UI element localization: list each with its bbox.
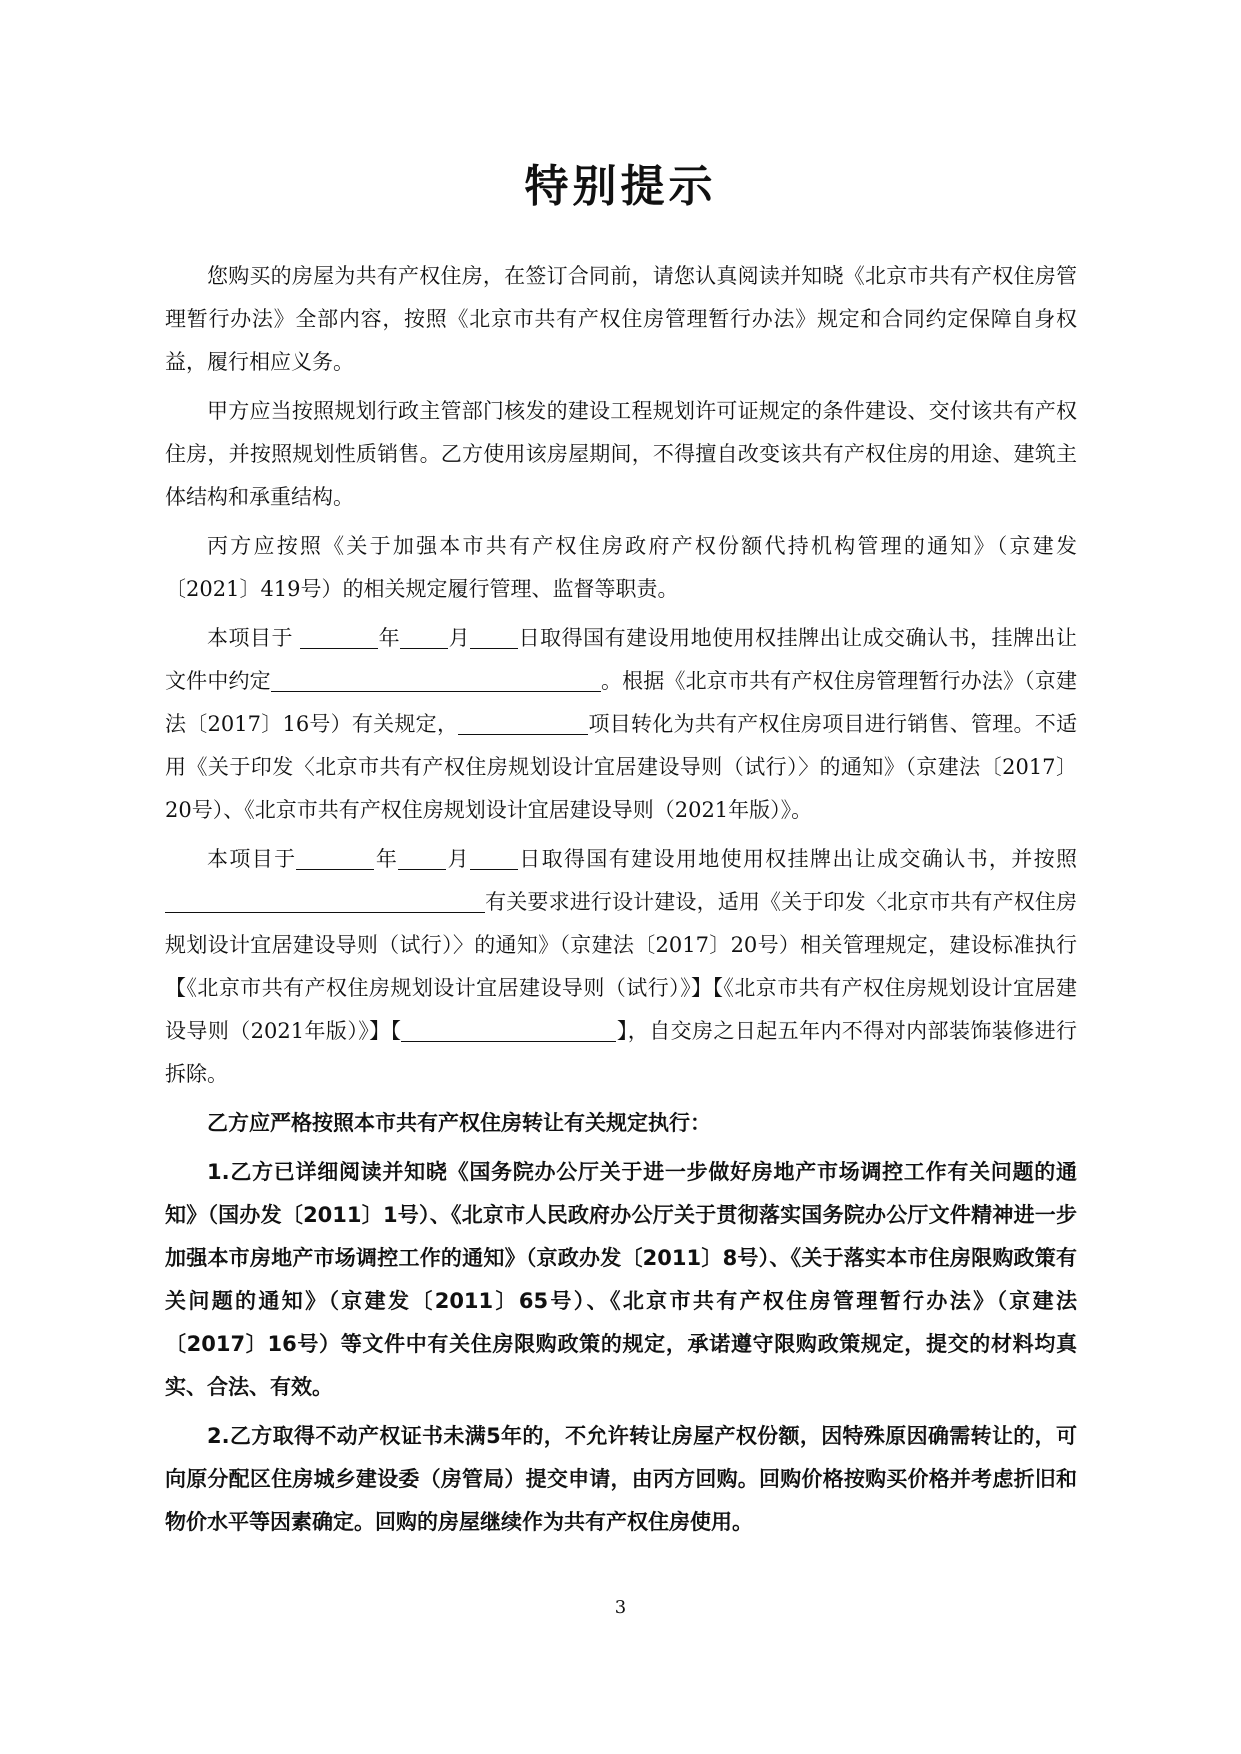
blank-month-field[interactable] <box>398 845 446 870</box>
text-segment: 】，自交房之日起五年内不得对内部装饰装修进行拆除。 <box>165 1019 1077 1086</box>
text-segment: 。根据《北京市共有产权住房管理暂行办法》（京建法〔2017〕16号）有关规定， <box>165 669 1078 736</box>
blank-day-field[interactable] <box>470 624 518 649</box>
text-segment: 项目转化为共有产权住房项目进行销售、管理。不适用《关于印发〈北京市共有产权住房规划设计宜居建设导则（试行）〉的通知》（京建法〔2017〕20号）、《北京市共有产权住房规划设计宜居建设导则（2021年版）》。 <box>165 712 1078 822</box>
blank-year-field[interactable] <box>300 624 378 649</box>
text-segment: 本项目于 <box>207 626 293 650</box>
text-segment: 有关要求进行设计建设，适用《关于印发〈北京市共有产权住房规划设计宜居建设导则（试行）〉的通知》（京建法〔2017〕20号）相关管理规定，建设标准执行【《北京市共有产权住房规划设计宜居建设导则（试行）》】【《北京市共有产权住房规划设计宜居建设导则（2021年版）》】【 <box>165 890 1077 1043</box>
page-title: 特别提示 <box>524 161 717 212</box>
blank-agreement-field[interactable] <box>271 667 601 692</box>
text-segment: 年 <box>374 847 399 871</box>
blank-standard-field[interactable] <box>401 1017 616 1042</box>
blank-requirements-field[interactable] <box>165 888 485 913</box>
blank-year-field[interactable] <box>296 845 374 870</box>
text-segment: 日取得国有建设用地使用权挂牌出让成交确认书，并按照 <box>517 847 1078 871</box>
blank-day-field[interactable] <box>470 845 518 870</box>
document-body <box>165 255 1077 1550</box>
paragraph-project-conversion <box>165 617 1077 832</box>
paragraph-rule-2: 2.乙方取得不动产权证书未满5年的，不允许转让房屋产权份额，因特殊原因确需转让的，可向原分配区住房城乡建设委（房管局）提交申请，由丙方回购。回购价格按购买价格并考虑折旧和物价水平等因素确定。回购的房屋继续作为共有产权住房使用。 <box>165 1424 1077 1534</box>
paragraph-purchase-notice: 您购买的房屋为共有产权住房，在签订合同前，请您认真阅读并知晓《北京市共有产权住房管理暂行办法》全部内容，按照《北京市共有产权住房管理暂行办法》规定和合同约定保障自身权益，履行相应义务。 <box>165 264 1077 374</box>
page-number: 3 <box>614 1597 627 1618</box>
paragraph-rule-1: 1.乙方已详细阅读并知晓《国务院办公厅关于进一步做好房地产市场调控工作有关问题的通知》（国办发〔2011〕1号）、《北京市人民政府办公厅关于贯彻落实国务院办公厅文件精神进一步加强本市房地产市场调控工作的通知》（京政办发〔2011〕8号）、《关于落实本市住房限购政策有关问题的通知》（京建发〔2011〕65号）、《北京市共有产权住房管理暂行办法》（京建法〔2017〕16号）等文件中有关住房限购政策的规定，承诺遵守限购政策规定，提交的材料均真实、合法、有效。 <box>165 1160 1077 1399</box>
text-segment: 日取得国有建设用地使用权挂牌出让成交确认书，挂牌出让文件中约定 <box>165 626 1078 693</box>
text-segment: 月 <box>448 626 471 650</box>
paragraph-party-a-obligations: 甲方应当按照规划行政主管部门核发的建设工程规划许可证规定的条件建设、交付该共有产权住房，并按照规划性质销售。乙方使用该房屋期间，不得擅自改变该共有产权住房的用途、建筑主体结构和承重结构。 <box>165 399 1077 509</box>
text-segment: 年 <box>378 626 401 650</box>
paragraph-transfer-rules-heading: 乙方应严格按照本市共有产权住房转让有关规定执行： <box>207 1111 711 1135</box>
text-segment: 月 <box>446 847 470 871</box>
blank-month-field[interactable] <box>400 624 448 649</box>
paragraph-project-design <box>165 838 1077 1096</box>
text-segment: 本项目于 <box>207 847 297 871</box>
blank-project-name-field[interactable] <box>458 710 588 735</box>
paragraph-party-c-duties: 丙方应按照《关于加强本市共有产权住房政府产权份额代持机构管理的通知》（京建发〔2021〕419号）的相关规定履行管理、监督等职责。 <box>165 534 1077 601</box>
